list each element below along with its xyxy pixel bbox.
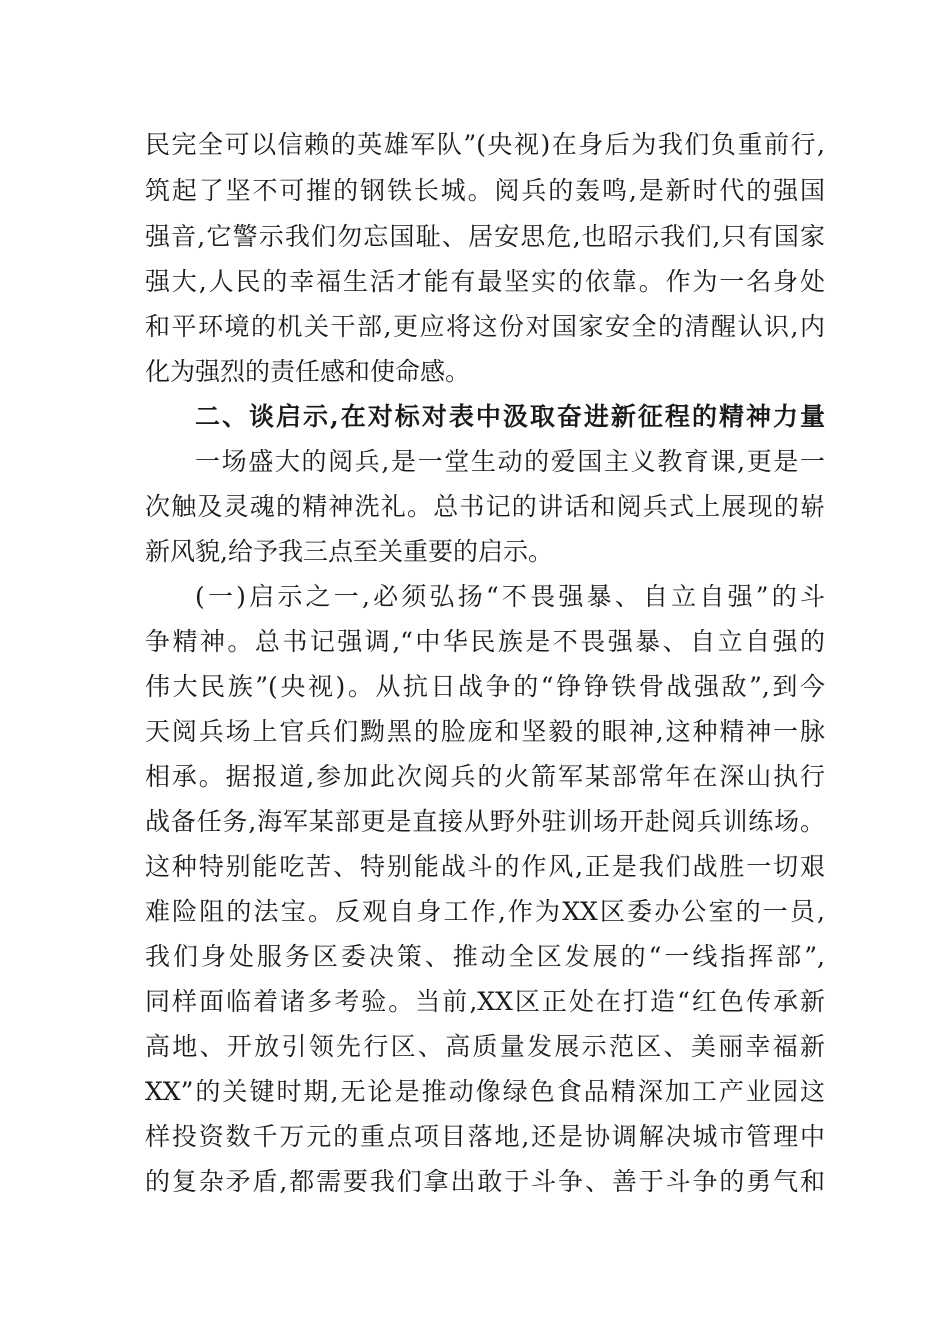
text-line: 争精神。总书记强调,“中华民族是不畏强暴、自立自强的 (145, 627, 825, 656)
text-line: 化为强烈的责任感和使命感。 (145, 357, 471, 386)
text-line: XX”的关键时期,无论是推动像绿色食品精深加工产业园这 (145, 1077, 825, 1106)
text-line: 我们身处服务区委决策、推动全区发展的“一线指挥部”, (145, 942, 825, 971)
text-line: 筑起了坚不可摧的钢铁长城。阅兵的轰鸣,是新时代的强国 (145, 176, 825, 205)
text-line: 相承。据报道,参加此次阅兵的火箭军某部常年在深山执行 (145, 762, 825, 791)
text-line: 样投资数千万元的重点项目落地,还是协调解决城市管理中 (145, 1122, 825, 1151)
text-line: 难险阻的法宝。反观自身工作,作为XX区委办公室的一员, (145, 897, 825, 926)
text-line: 这种特别能吃苦、特别能战斗的作风,正是我们战胜一切艰 (145, 852, 825, 881)
text-line: 次触及灵魂的精神洗礼。总书记的讲话和阅兵式上展现的崭 (145, 492, 825, 521)
text-line: 民完全可以信赖的英雄军队”(央视)在身后为我们负重前行, (145, 130, 825, 159)
text-line: 强大,人民的幸福生活才能有最坚实的依靠。作为一名身处 (145, 267, 825, 296)
text-line: (一)启示之一,必须弘扬“不畏强暴、自立自强”的斗 (195, 582, 825, 611)
text-line: 的复杂矛盾,都需要我们拿出敢于斗争、善于斗争的勇气和 (145, 1167, 825, 1196)
text-line: 同样面临着诸多考验。当前,XX区正处在打造“红色传承新 (145, 987, 825, 1016)
text-line: 战备任务,海军某部更是直接从野外驻训场开赴阅兵训练场。 (145, 807, 825, 836)
text-line: 一场盛大的阅兵,是一堂生动的爱国主义教育课,更是一 (195, 447, 825, 476)
text-line: 伟大民族”(央视)。从抗日战争的“铮铮铁骨战强敌”,到今 (145, 672, 825, 701)
text-line: 和平环境的机关干部,更应将这份对国家安全的清醒认识,内 (145, 312, 825, 341)
text-line: 强音,它警示我们勿忘国耻、居安思危,也昭示我们,只有国家 (145, 222, 825, 251)
text-line: 新风貌,给予我三点至关重要的启示。 (145, 537, 553, 566)
section-heading: 二、谈启示,在对标对表中汲取奋进新征程的精神力量 (195, 402, 825, 431)
text-line: 高地、开放引领先行区、高质量发展示范区、美丽幸福新 (145, 1032, 825, 1061)
text-line: 天阅兵场上官兵们黝黑的脸庞和坚毅的眼神,这种精神一脉 (145, 717, 825, 746)
